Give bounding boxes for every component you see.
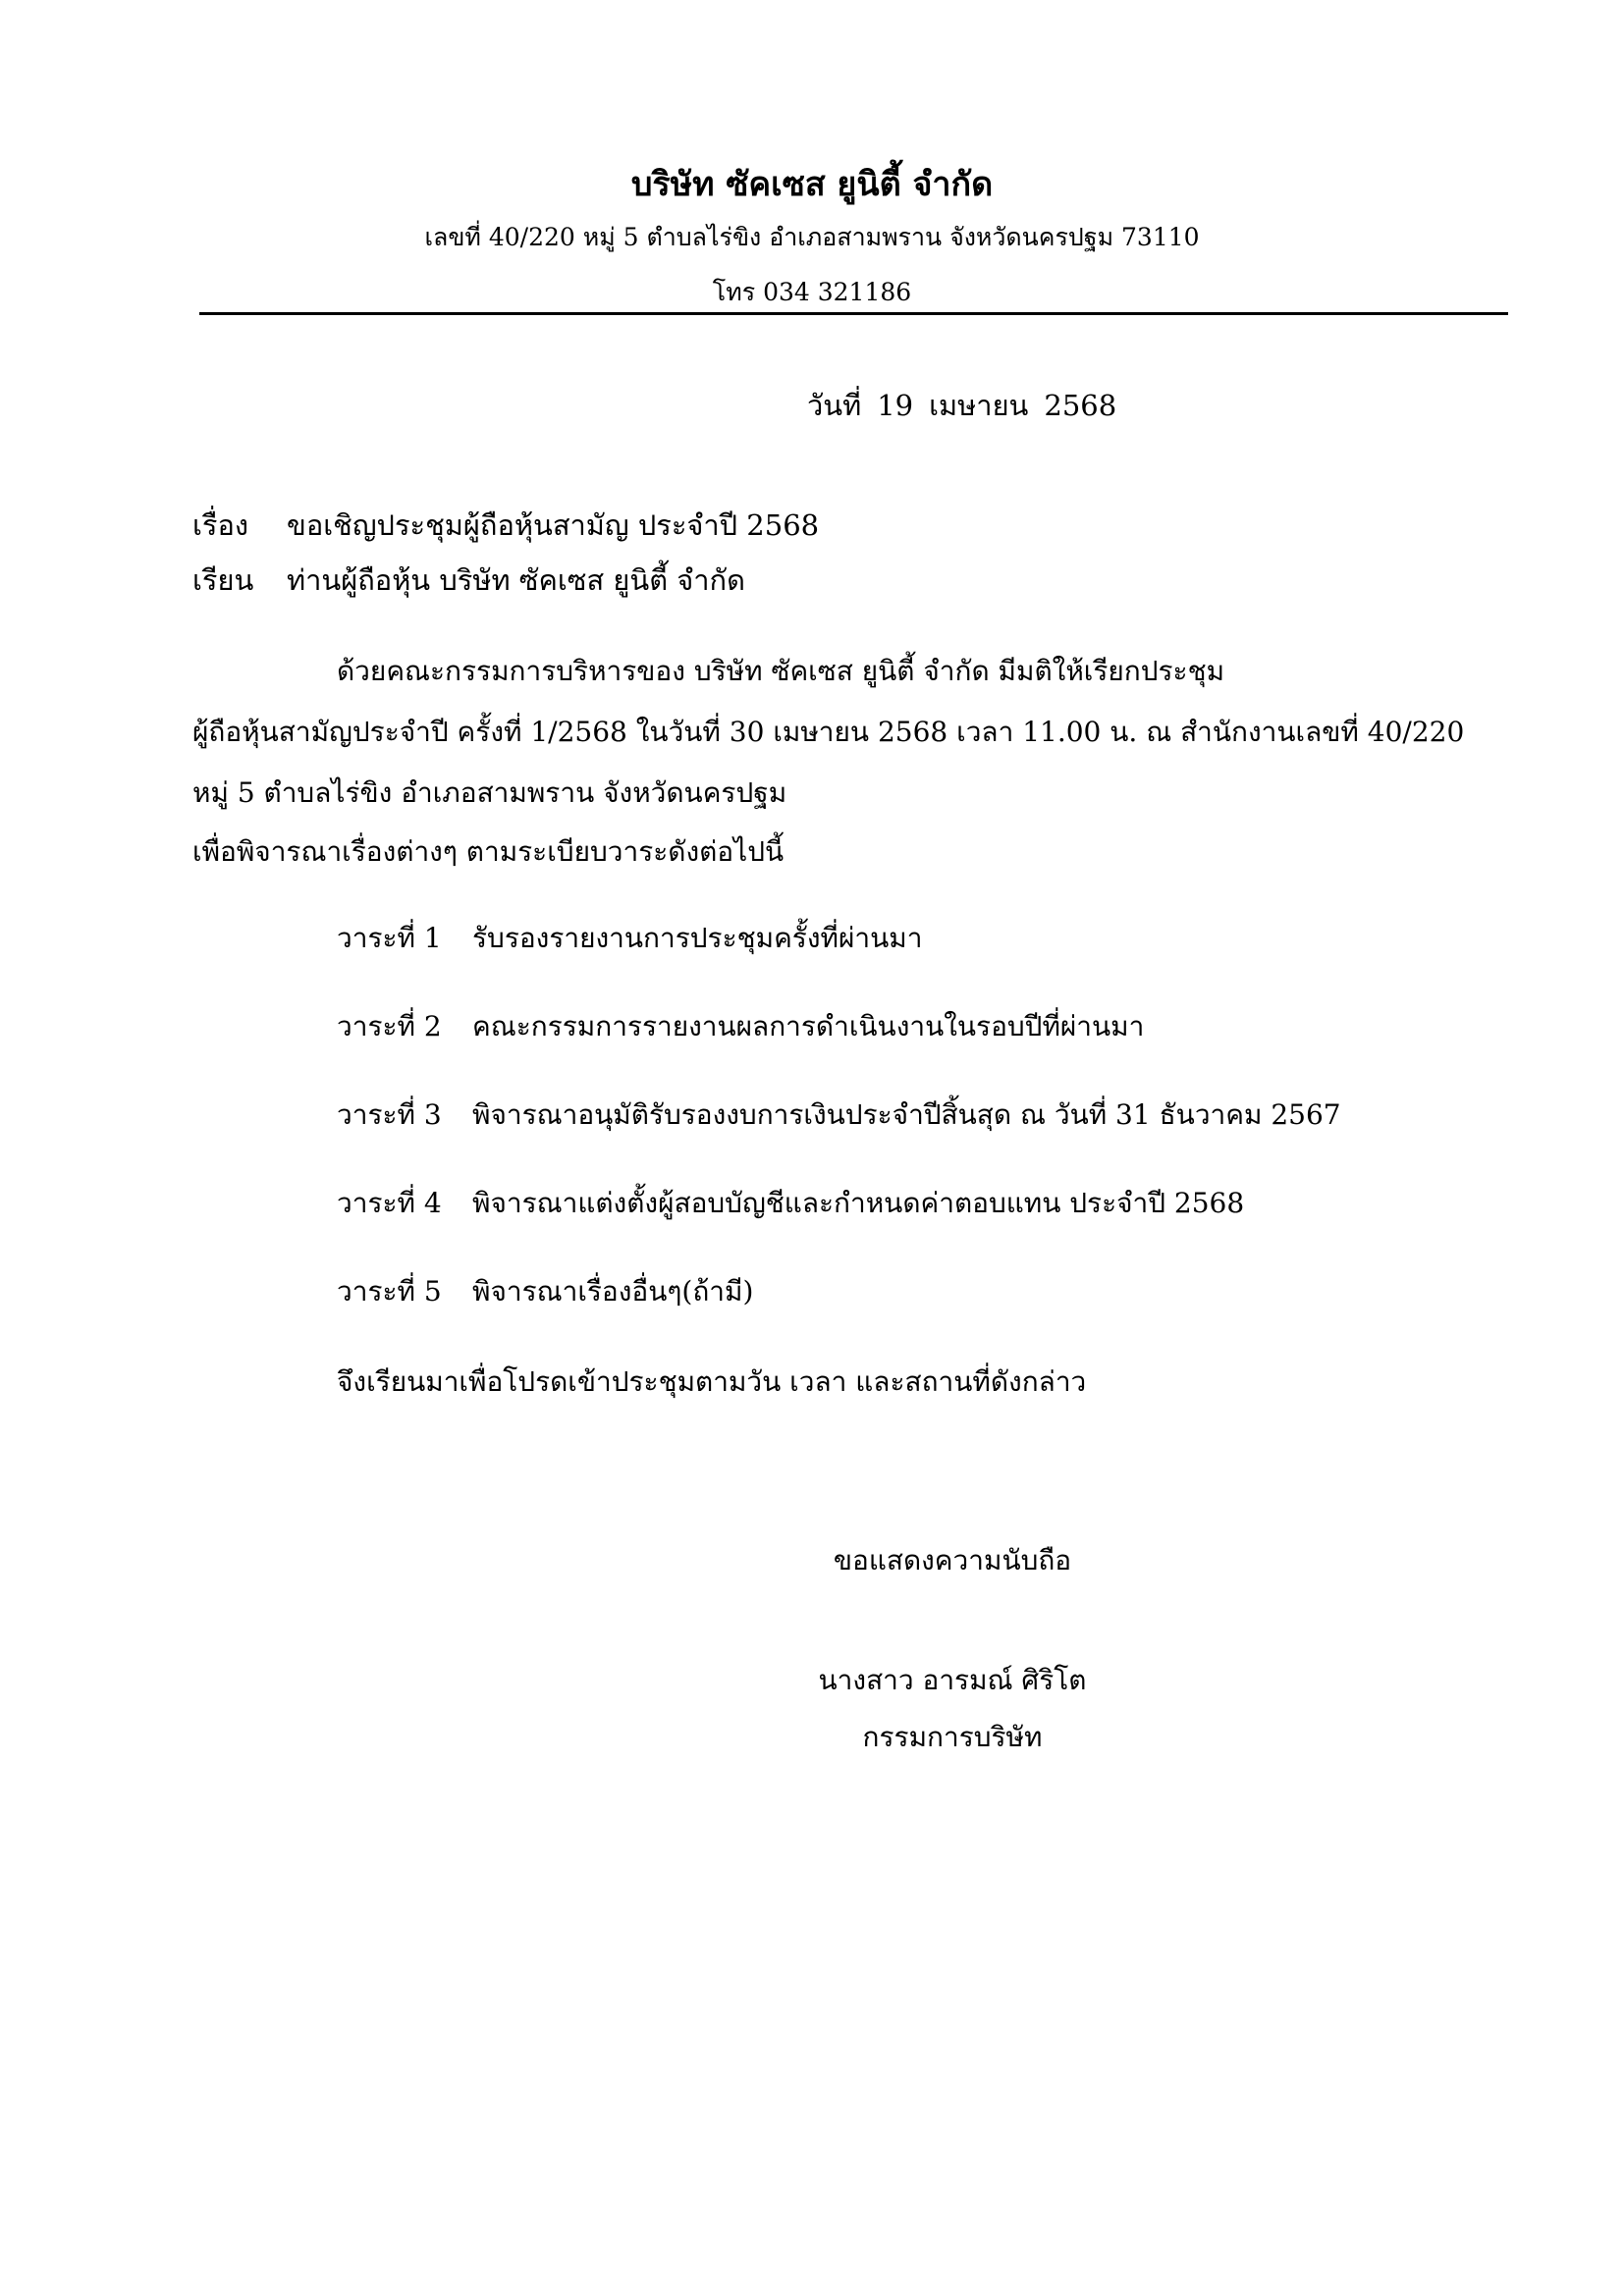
agenda-label: วาระที่ 1: [337, 922, 442, 954]
agenda-label: วาระที่ 2: [337, 1010, 442, 1042]
agenda-text: คณะกรรมการรายงานผลการดำเนินงานในรอบปีที่ผ่านมา: [472, 1010, 1145, 1042]
signatory-name: นางสาว อารมณ์ ศิริโต: [818, 1664, 1087, 1696]
agenda-label: วาระที่ 4: [337, 1187, 442, 1219]
agenda-item-5: [337, 1270, 753, 1313]
agenda-item-1: [337, 917, 922, 960]
date-year: 2568: [1044, 389, 1117, 422]
recipient-label: เรียน: [192, 563, 254, 597]
body-line-4: เพื่อพิจารณาเรื่องต่างๆ ตามระเบียบวาระดังต่อไปนี้: [192, 835, 785, 868]
agenda-text: รับรองรายงานการประชุมครั้งที่ผ่านมา: [472, 922, 923, 954]
recipient-row: [192, 558, 745, 603]
body-line-2: ผู้ถือหุ้นสามัญประจำปี ครั้งที่ 1/2568 ในวันที่ 30 เมษายน 2568 เวลา 11.00 น. ณ สำนักงานเลขที่ 40/220: [192, 716, 1465, 748]
date-day: 19: [877, 389, 914, 422]
subject-text: ขอเชิญประชุมผู้ถือหุ้นสามัญ ประจำปี 2568: [287, 508, 820, 542]
date-label: วันที่: [807, 389, 862, 422]
letter-date: [807, 383, 1116, 428]
date-month: เมษายน: [929, 389, 1029, 422]
closing-line: จึงเรียนมาเพื่อโปรดเข้าประชุมตามวัน เวลา และสถานที่ดังกล่าว: [337, 1365, 1087, 1398]
agenda-item-4: [337, 1182, 1244, 1225]
recipient-text: ท่านผู้ถือหุ้น บริษัท ซัคเซส ยูนิตี้ จำกัด: [287, 563, 745, 597]
subject-row: [192, 503, 819, 548]
body-line-1: ด้วยคณะกรรมการบริหารของ บริษัท ซัคเซส ยูนิตี้ จำกัด มีมติให้เรียกประชุม: [337, 655, 1225, 687]
agenda-item-3: [337, 1094, 1341, 1137]
company-address: เลขที่ 40/220 หมู่ 5 ตำบลไร่ขิง อำเภอสามพราน จังหวัดนครปฐม 73110: [424, 223, 1200, 251]
agenda-label: วาระที่ 3: [337, 1098, 442, 1131]
signatory-title: กรรมการบริษัท: [862, 1721, 1043, 1753]
agenda-text: พิจารณาอนุมัติรับรองงบการเงินประจำปีสิ้นสุด ณ วันที่ 31 ธันวาคม 2567: [472, 1098, 1341, 1131]
agenda-text: พิจารณาเรื่องอื่นๆ(ถ้ามี): [472, 1275, 754, 1308]
company-name: บริษัท ซัคเซส ยูนิตี้ จำกัด: [630, 165, 994, 204]
subject-label: เรื่อง: [192, 508, 249, 542]
header-divider: [199, 312, 1508, 315]
agenda-label: วาระที่ 5: [337, 1275, 442, 1308]
signature-closing: ขอแสดงความนับถือ: [833, 1544, 1072, 1576]
company-phone: โทร 034 321186: [712, 278, 912, 306]
agenda-text: พิจารณาแต่งตั้งผู้สอบบัญชีและกำหนดค่าตอบแทน ประจำปี 2568: [472, 1187, 1245, 1219]
agenda-item-2: [337, 1005, 1144, 1048]
body-line-3: หมู่ 5 ตำบลไร่ขิง อำเภอสามพราน จังหวัดนครปฐม: [192, 776, 787, 809]
